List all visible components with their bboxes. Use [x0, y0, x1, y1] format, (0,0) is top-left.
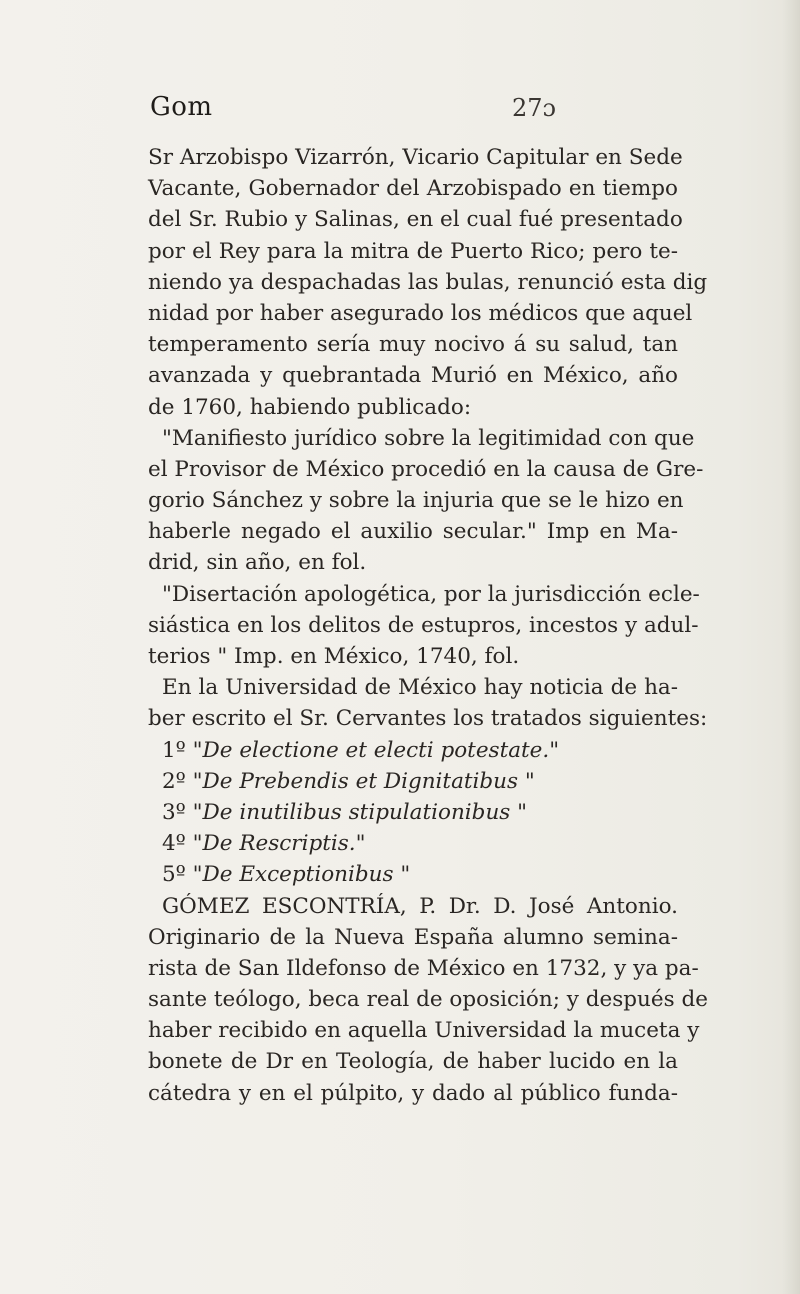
page-edge-shadow	[782, 0, 800, 1294]
treatise-title: "De inutilibus stipulationibus "	[192, 799, 528, 825]
treatise-number: 1º	[162, 737, 186, 763]
treatise-number: 2º	[162, 768, 186, 794]
text-line: el Provisor de México procedió en la causa de Gre-	[148, 456, 704, 482]
treatise-number: 4º	[162, 831, 186, 857]
text-line: bonete de Dr en Teología, de haber lucido en la	[148, 1049, 678, 1075]
text-line: siástica en los delitos de estupros, incestos y adul-	[148, 612, 699, 638]
text-line: cátedra y en el púlpito, y dado al público funda-	[148, 1080, 678, 1106]
treatise-item	[148, 859, 678, 890]
text-line: GÓMEZ ESCONTRÍA, P. Dr. D. José Antonio.	[162, 893, 678, 919]
treatise-title: "De electione et electi potestate."	[192, 737, 560, 763]
text-line: niendo ya despachadas las bulas, renunció esta dig	[148, 269, 708, 295]
text-line: rista de San Ildefonso de México en 1732, y ya pa-	[148, 955, 699, 981]
treatise-item	[148, 766, 678, 797]
treatise-title: "De Rescriptis."	[192, 831, 366, 857]
text-line: Vacante, Gobernador del Arzobispado en tiempo	[148, 176, 678, 202]
text-line: haber recibido en aquella Universidad la muceta y	[148, 1018, 700, 1044]
treatise-title: "De Prebendis et Dignitatibus "	[192, 768, 535, 794]
text-line: nidad por haber asegurado los médicos que aquel	[148, 300, 693, 326]
text-block	[148, 142, 708, 1109]
text-line: gorio Sánchez y sobre la injuria que se le hizo en	[148, 488, 684, 514]
text-line: avanzada y quebrantada Murió en México, año	[148, 363, 678, 389]
text-line: Sr Arzobispo Vizarrón, Vicario Capitular en Sede	[148, 145, 683, 170]
text-line: drid, sin año, en fol.	[148, 550, 367, 576]
text-line: por el Rey para la mitra de Puerto Rico; pero te-	[148, 238, 678, 264]
text-line: sante teólogo, beca real de oposición; y después de	[148, 987, 708, 1013]
text-line: de 1760, habiendo publicado:	[148, 394, 472, 420]
text-line: terios " Imp. en México, 1740, fol.	[148, 644, 520, 669]
running-head-title: Gom	[150, 92, 213, 122]
treatise-item	[148, 735, 678, 766]
treatise-number: 5º	[162, 862, 186, 888]
text-line: "Manifiesto jurídico sobre la legitimidad con que	[162, 425, 695, 451]
text-line: temperamento sería muy nocivo á su salud, tan	[148, 332, 678, 358]
treatise-number: 3º	[162, 799, 186, 825]
text-line: haberle negado el auxilio secular." Imp en Ma-	[148, 519, 678, 545]
treatise-item	[148, 797, 678, 828]
text-line: "Disertación apologética, por la jurisdicción ecle-	[162, 581, 700, 607]
running-head	[150, 92, 650, 132]
treatise-item	[148, 828, 678, 859]
text-line: En la Universidad de México hay noticia de ha-	[162, 675, 678, 701]
page-number: 27ɔ	[512, 94, 556, 122]
text-line: ber escrito el Sr. Cervantes los tratados siguientes:	[148, 706, 708, 732]
text-line: del Sr. Rubio y Salinas, en el cual fué presentado	[148, 207, 683, 233]
text-line: Originario de la Nueva España alumno semina-	[148, 924, 678, 950]
treatise-title: "De Exceptionibus "	[192, 862, 411, 888]
